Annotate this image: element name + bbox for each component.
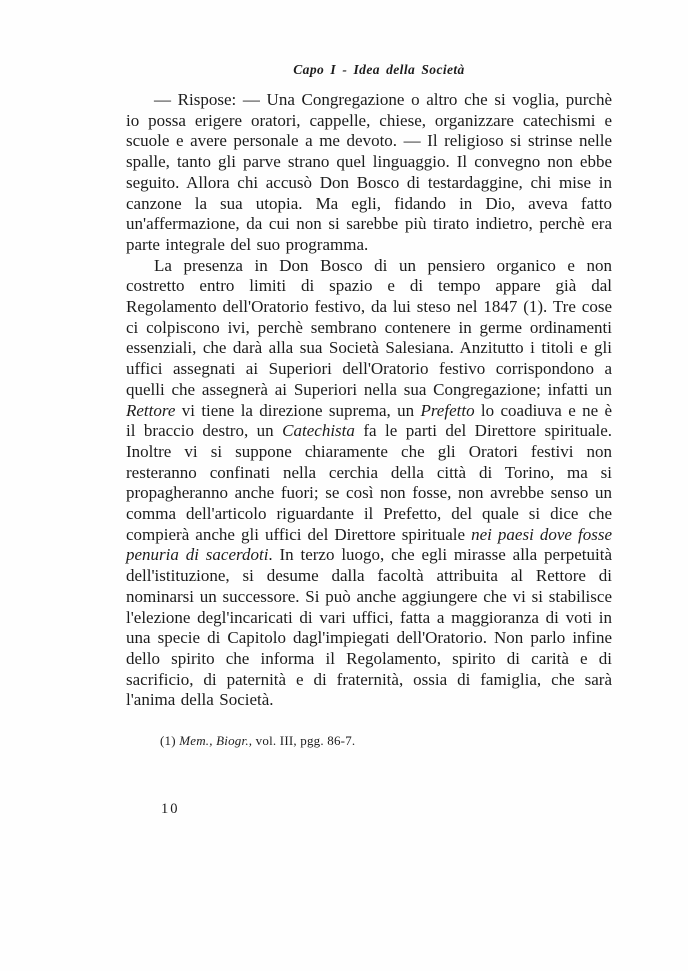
text-segment: fa le parti del Direttore spirituale. Inoltre vi si suppone chiaramente che gli Oratori festivi non resteranno confinati nella cerchia della città di Torino, ma si propagheranno anche fuori; se così non fosse, non avrebbe senso un comma dell'articolo riguardante il Prefetto, del quale si dice che compierà anche gli uffici del Direttore spirituale — [126, 421, 613, 544]
italic-text-segment: Prefetto — [420, 400, 475, 420]
text-segment: La presenza in Don Bosco di un pensiero organico e non costretto entro limiti di spazio e di tempo appare già dal Regolamento dell'Oratorio festivo, da lui steso nel 1847 (1). Tre cose ci colpiscono ivi, perchè sembrano contenere in germe ordinamenti essenziali, che darà alla sua Società Salesiana. Anzitutto i titoli e gli uffici assegnati ai Superiori dell'Oratorio festivo corrispondono a quelli che assegnerà ai Superiori nella sua Congregazione; infatti un — [126, 255, 612, 399]
text-segment: . In terzo luogo, che egli mirasse alla perpetuità dell'istituzione, si desume dalla facoltà attribuita al Rettore di nominarsi un successore. Si può anche aggiungere che vi si stabilisce l'elezione degl'incaricati di vari uffici, fatta a maggioranza di voti in una specie di Capitolo dagl'impiegati dell'Oratorio. Non parlo infine dello spirito che informa il Regolamento, spirito di carità e di sacrificio, di paternità e di fraternità, ossia di famiglia, che sarà l'anima della Società. — [126, 545, 612, 710]
running-header: Capo I - Idea della Società — [293, 62, 465, 77]
paragraph — [126, 256, 612, 711]
body-text — [126, 90, 612, 711]
footnote-text — [160, 733, 355, 748]
italic-text-segment: Rettore — [126, 400, 176, 420]
text-segment: (1) — [160, 733, 180, 748]
page-number: 10 — [161, 801, 180, 817]
italic-text-segment: Catechista — [282, 421, 355, 441]
text-segment: lo coadiuva e ne è il braccio destro, un — [126, 400, 613, 441]
paragraph — [126, 90, 612, 256]
footnote — [126, 733, 646, 749]
text-segment: vi tiene la direzione suprema, un — [175, 400, 421, 420]
italic-text-segment: nei paesi dove fosse penuria di sacerdoti — [126, 524, 612, 565]
text-segment: — Rispose: — Una Congregazione o altro che si voglia, purchè io possa erigere oratori, cappelle, chiese, organizzare catechismi e scuole e avere personale a me devoto. — Il religioso si strinse nelle spalle, tanto gli parve strano quel linguaggio. Il convegno non ebbe seguito. Allora chi accusò Don Bosco di testardaggine, chi mise in canzone la sua utopia. Ma egli, fidando in Dio, aveva fatto un'affermazione, da cui non si sarebbe più tirato indietro, perchè era parte integrale del suo programma. — [126, 90, 612, 254]
text-segment: vol. III, pgg. 86-7. — [252, 733, 356, 748]
italic-text-segment: Mem., Biogr., — [179, 733, 253, 748]
